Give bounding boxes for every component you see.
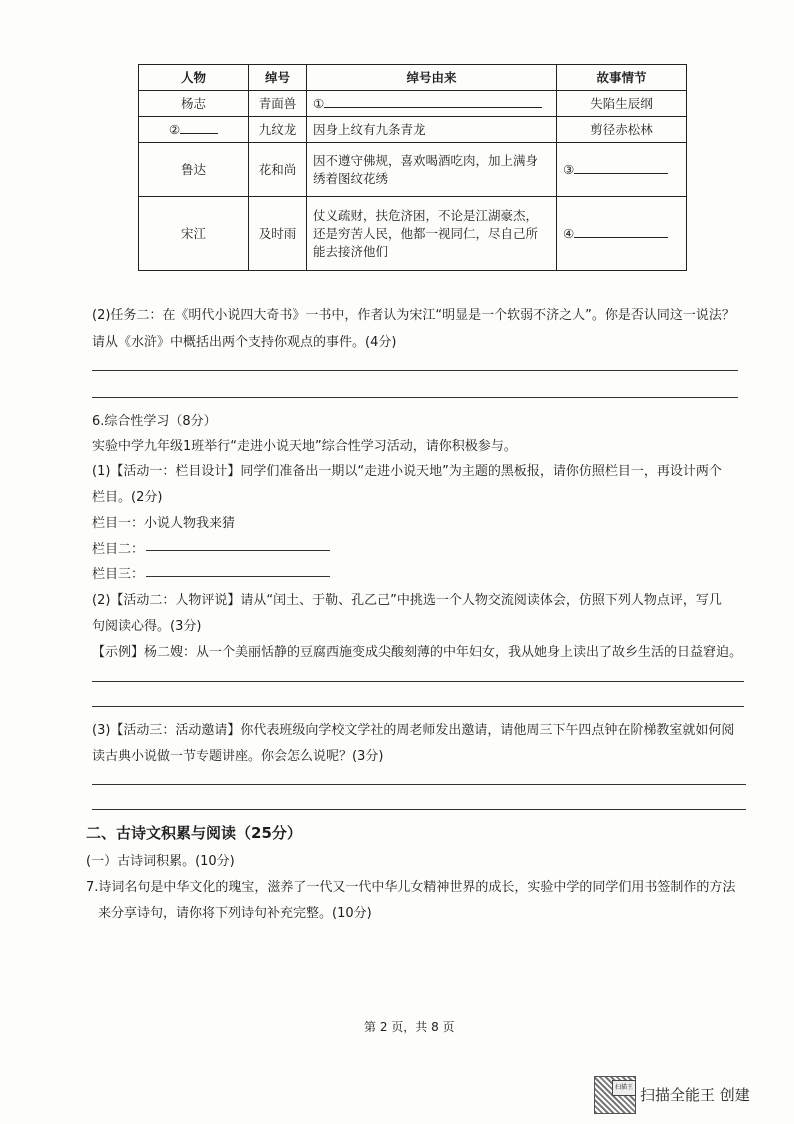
answer-line[interactable] xyxy=(92,784,746,785)
stamp-icon xyxy=(612,1080,636,1096)
example-text: 【示例】杨二嫂：从一个美丽恬静的豆腐西施变成尖酸刻薄的中年妇女，我从她身上读出了故乡生活的日益窘迫。 xyxy=(92,645,743,660)
cell-origin: 仗义疏财，扶危济困，不论是江湖豪杰，还是穷苦人民，他都一视同仁，尽自己所能去接济他们 xyxy=(307,197,557,271)
answer-blank-3[interactable] xyxy=(574,160,668,174)
table-header-row xyxy=(139,65,687,91)
q6-activity3-line2: 读古典小说做一节专题讲座。你会怎么说呢？(3分) xyxy=(92,749,384,764)
section-two-title: 二、古诗文积累与阅读（25分） xyxy=(86,824,302,842)
cell-origin: 因不遵守佛规，喜欢喝酒吃肉，加上满身绣着图纹花绣 xyxy=(307,143,557,197)
q6-title: 6.综合性学习（8分） xyxy=(92,414,217,429)
q6-activity1-line1: (1)【活动一：栏目设计】同学们准备出一期以“走进小说天地”为主题的黑板报，请你仿照栏目一，再设计两个 xyxy=(92,464,722,479)
q6-activity3-line1: (3)【活动三：活动邀请】你代表班级向学校文学社的周老师发出邀请，请他周三下午四点钟在阶梯教室就如何阅 xyxy=(92,723,735,738)
q6-intro: 实验中学九年级1班举行“走进小说天地”综合性学习活动，请你积极参与。 xyxy=(92,439,517,454)
table-row xyxy=(139,197,687,271)
q5-2-line2: 请从《水浒》中概括出两个支持你观点的事件。(4分) xyxy=(92,335,397,350)
table-row xyxy=(139,91,687,117)
column-three-blank[interactable] xyxy=(146,576,330,577)
answer-line[interactable] xyxy=(92,370,738,371)
q5-2-line1: (2)任务二：在《明代小说四大奇书》一书中，作者认为宋江“明显是一个软弱不济之人”。你是否认同这一说法？ xyxy=(92,308,735,323)
header-person: 人物 xyxy=(139,65,249,91)
answer-line[interactable] xyxy=(92,397,738,398)
answer-line[interactable] xyxy=(92,681,744,682)
cell-person: 宋江 xyxy=(139,197,249,271)
cell-plot xyxy=(557,197,687,271)
q6-activity2-line2: 句阅读心得。(3分) xyxy=(92,619,202,634)
column-three-label: 栏目三： xyxy=(92,567,145,582)
cell-origin: 因身上纹有九条青龙 xyxy=(307,117,557,143)
stamp-label: 扫描王 xyxy=(614,1084,633,1091)
q6-activity2-line1: (2)【活动二：人物评说】请从“闰土、于勒、孔乙己”中挑选一个人物交流阅读体会，仿照下列人物点评，写几 xyxy=(92,593,722,608)
cell-person: 鲁达 xyxy=(139,143,249,197)
nickname-table xyxy=(138,64,687,271)
page-number: 第 2 页，共 8 页 xyxy=(364,1020,455,1034)
cell-plot: 失陷生辰纲 xyxy=(557,91,687,117)
cell-origin xyxy=(307,91,557,117)
column-two-label: 栏目二： xyxy=(92,542,145,557)
header-plot: 故事情节 xyxy=(557,65,687,91)
cell-person: 杨志 xyxy=(139,91,249,117)
column-two-blank[interactable] xyxy=(146,550,330,551)
answer-blank-4[interactable] xyxy=(574,224,668,238)
answer-blank-2[interactable] xyxy=(180,120,218,134)
answer-line[interactable] xyxy=(92,809,746,810)
cell-nickname: 及时雨 xyxy=(249,197,307,271)
table-row xyxy=(139,143,687,197)
header-nickname: 绰号 xyxy=(249,65,307,91)
answer-line[interactable] xyxy=(92,706,744,707)
cell-plot: 剪径赤松林 xyxy=(557,117,687,143)
blank-marker: ③ xyxy=(563,162,575,177)
answer-blank-1[interactable] xyxy=(324,94,542,108)
cell-nickname: 青面兽 xyxy=(249,91,307,117)
q7-line2: 来分享诗句，请你将下列诗句补充完整。(10分) xyxy=(98,906,372,921)
cell-nickname: 花和尚 xyxy=(249,143,307,197)
table-row xyxy=(139,117,687,143)
q7-line1: 7.诗词名句是中华文化的瑰宝，滋养了一代又一代中华儿女精神世界的成长，实验中学的同学们用书签制作的方法 xyxy=(86,880,736,895)
blank-marker: ① xyxy=(313,96,325,111)
blank-marker: ④ xyxy=(563,226,575,241)
section-two-subtitle: (一）古诗词积累。(10分) xyxy=(86,854,235,869)
q6-activity1-line2: 栏目。(2分) xyxy=(92,490,163,505)
column-one: 栏目一：小说人物我来猜 xyxy=(92,516,236,531)
scanner-watermark: 扫描全能王 创建 xyxy=(640,1086,750,1104)
cell-nickname: 九纹龙 xyxy=(249,117,307,143)
cell-person xyxy=(139,117,249,143)
cell-plot xyxy=(557,143,687,197)
blank-marker: ② xyxy=(168,122,181,137)
header-origin: 绰号由来 xyxy=(307,65,557,91)
